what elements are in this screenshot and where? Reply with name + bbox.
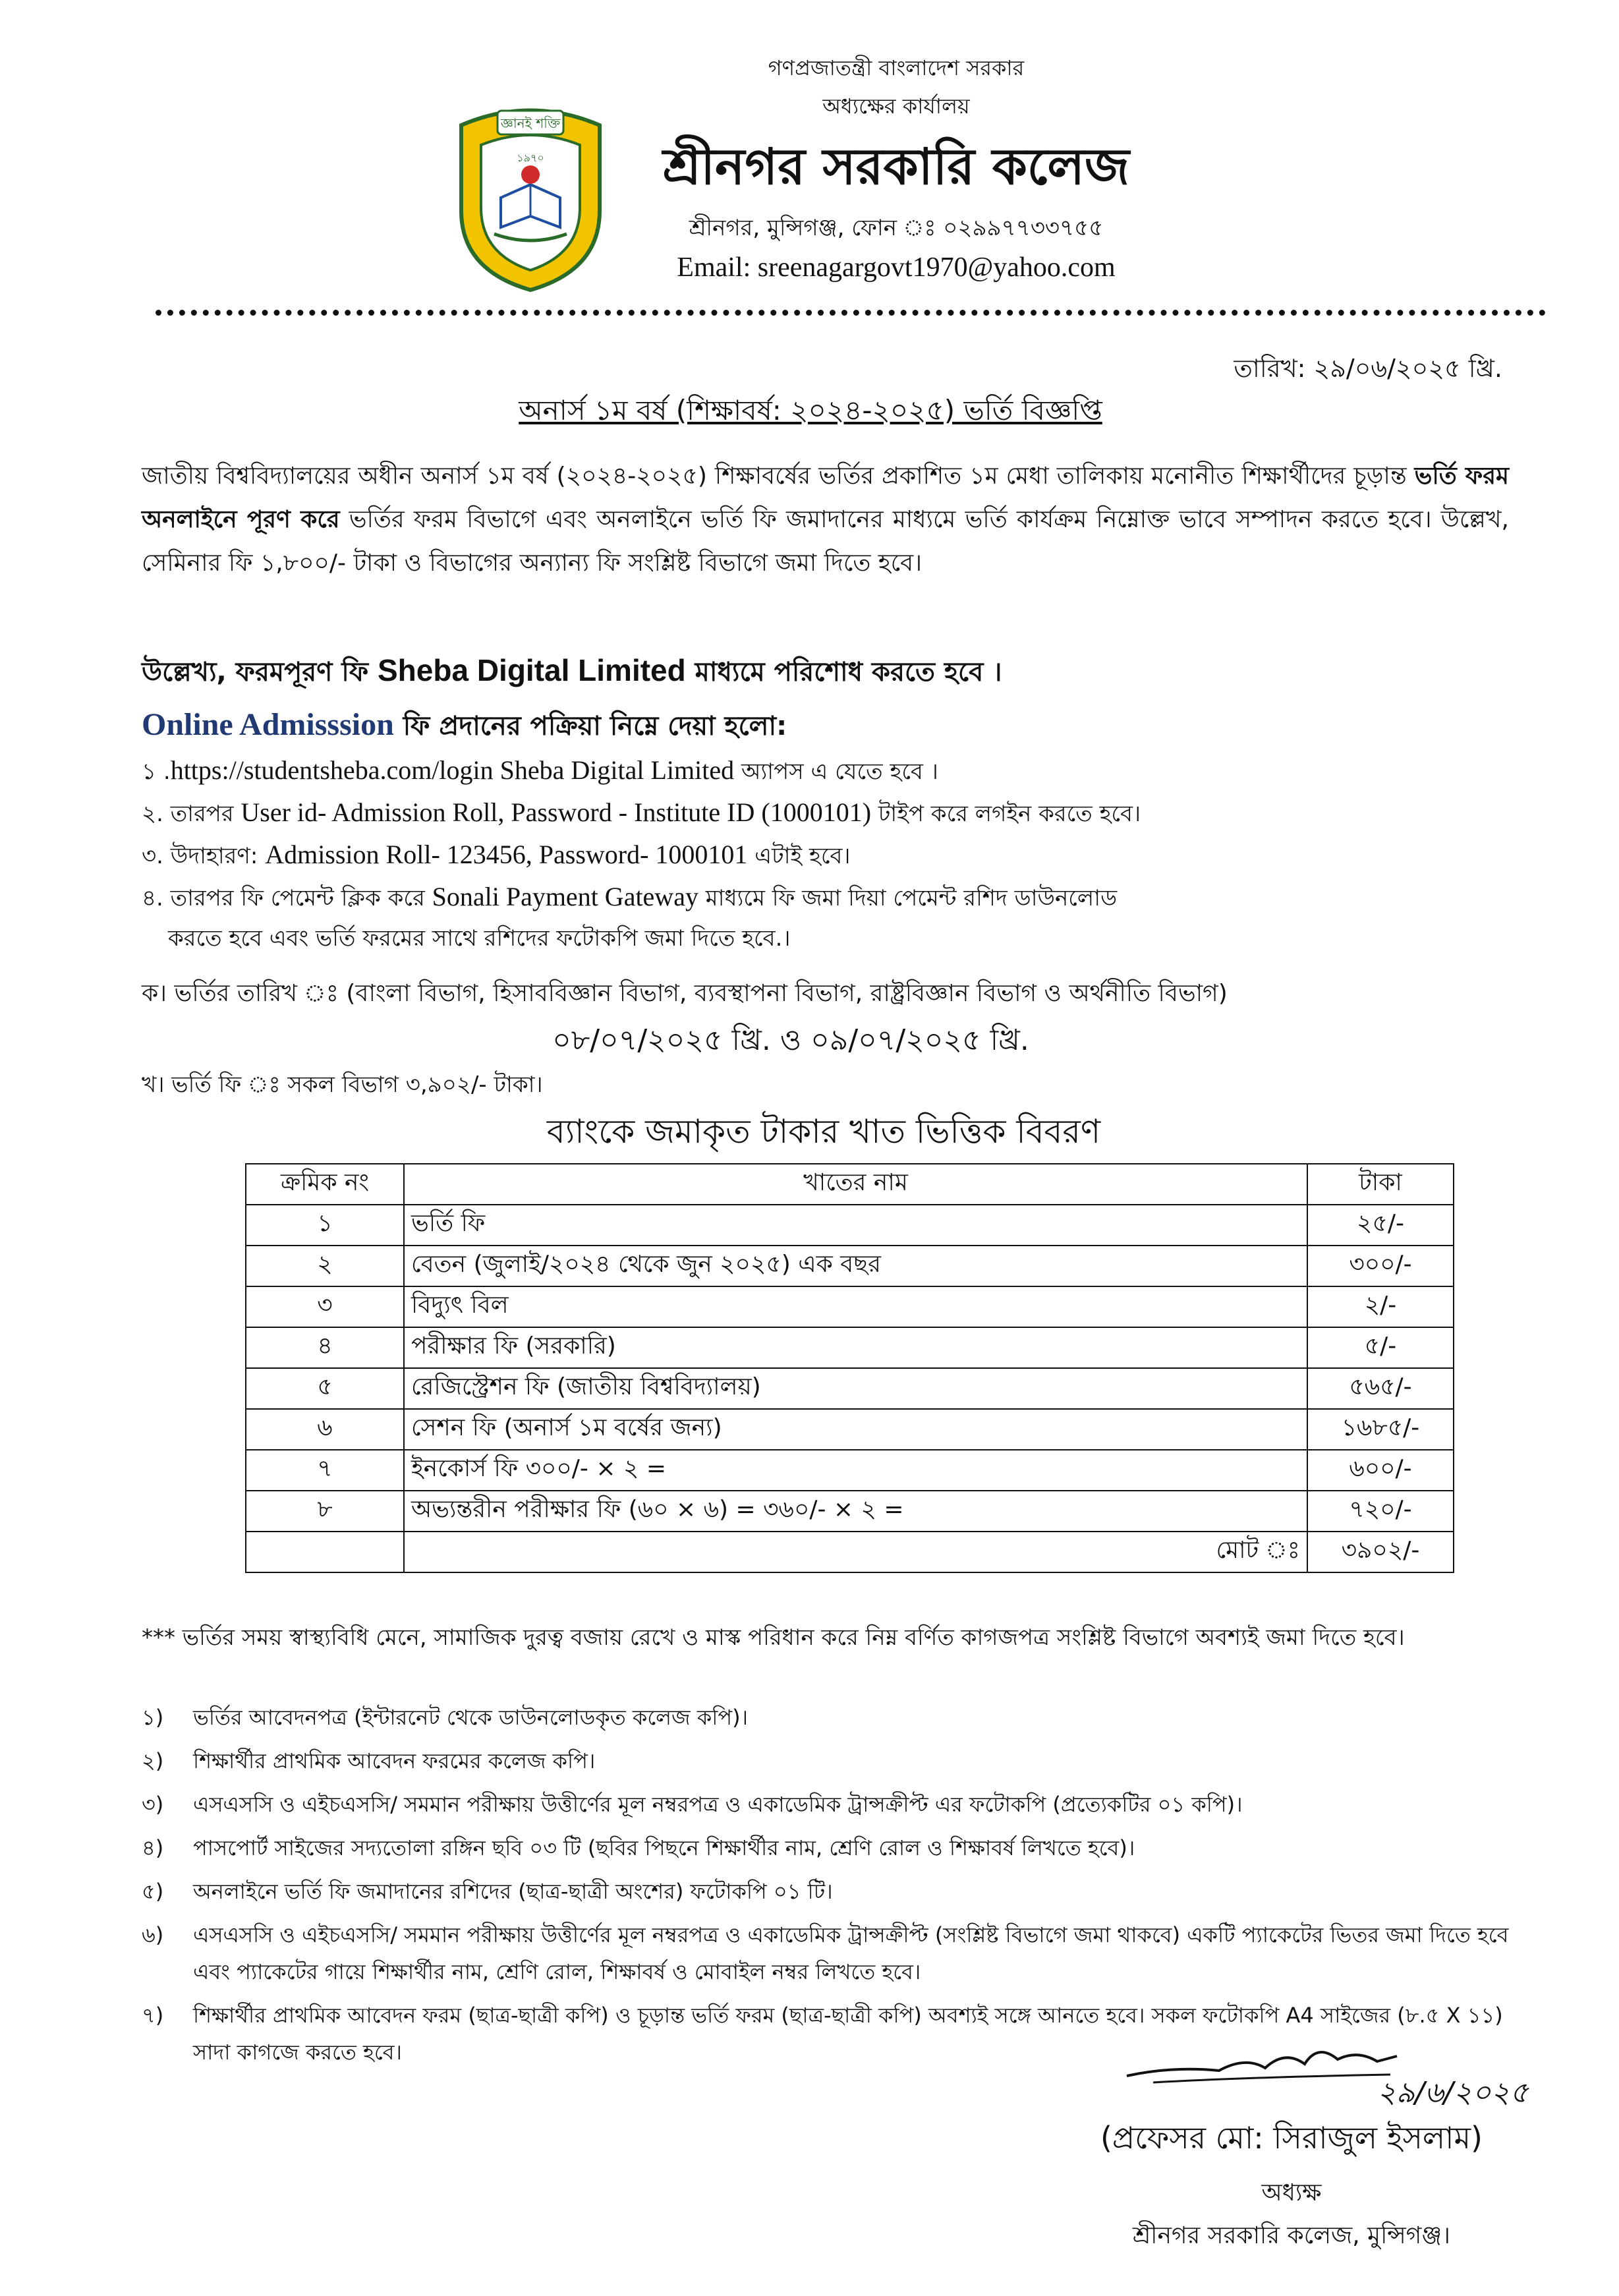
fee-table-total-row [246, 1532, 1454, 1572]
signature-date: ২৯/৬/২০২৫ [1377, 2076, 1529, 2109]
list-item: ১) ভর্তির আবেদনপত্র (ইন্টারনেট থেকে ডাউনলোডকৃত কলেজ কপি)। [142, 1705, 749, 1730]
list-item: ৩) এসএসসি ও এইচএসসি/ সমমান পরীক্ষায় উত্তীর্ণের মূল নম্বরপত্র ও একাডেমিক ট্রান্সক্রীপ্ট এর ফটোকপি (প্রত্যেকটির ০১ কপি)। [142, 1792, 1243, 1817]
government-title: গণপ্রজাতন্ত্রী বাংলাদেশ সরকার [768, 55, 1025, 80]
total-amount: ৩৯০২/- [1307, 1532, 1454, 1572]
admission-fee-line: খ। ভর্তি ফি ঃ সকল বিভাগ ৩,৯০২/- টাকা। [142, 1072, 543, 1098]
college-logo [435, 99, 626, 297]
logo-year: ১৯৭০ [517, 152, 544, 164]
step-item: ৩. উদাহারণ: Admission Roll- 123456, Password- 1000101 এটাই হবে। [142, 840, 851, 869]
fee-table-title: ব্যাংকে জমাকৃত টাকার খাত ভিত্তিক বিবরণ [546, 1112, 1101, 1151]
college-address: শ্রীনগর, মুন্সিগঞ্জ, ফোন ঃ ০২৯৯৭৭৩৩৭৫৫ [689, 215, 1104, 241]
payment-note [142, 651, 1509, 695]
payment-note-suffix: মাধ্যমে পরিশোধ করতে হবে । [685, 657, 1002, 687]
signatory-name: (প্রফেসর মো: সিরাজুল ইসলাম) [1100, 2120, 1483, 2156]
table-row: ৫ রেজিস্ট্রেশন ফি (জাতীয় বিশ্ববিদ্যালয়) ৫৬৫/- [246, 1368, 1454, 1409]
col-item: খাতের নাম [404, 1164, 1307, 1205]
intro-part-1: জাতীয় বিশ্ববিদ্যালয়ের অধীন অনার্স ১ম বর্ষ (২০২৪-২০২৫) শিক্ষাবর্ষের ভর্তির প্রকাশিত ১ম মেধা তালিকায় মনোনীত শিক্ষার্থীদের চূড়ান্ত [142, 463, 1415, 490]
step-url[interactable]: https://studentsheba.com/login Sheba Digital Limited [170, 755, 735, 785]
handwritten-signature [1114, 2030, 1562, 2109]
step-item: ২. তারপর User id- Admission Roll, Password - Institute ID (1000101) টাইপ করে লগইন করতে হবে। [142, 797, 1141, 827]
office-title: অধ্যক্ষের কার্যালয় [822, 94, 970, 119]
header-divider [156, 310, 1546, 316]
list-item: ২) শিক্ষার্থীর প্রাথমিক আবেদন ফরমের কলেজ কপি। [142, 1748, 596, 1773]
college-name: শ্রীনগর সরকারি কলেজ [662, 137, 1130, 196]
online-steps [142, 750, 1525, 959]
table-row: ৭ ইনকোর্স ফি ৩০০/- × ২ = ৬০০/- [246, 1450, 1454, 1491]
list-item: ৪) পাসপোর্ট সাইজের সদ্যতোলা রঙ্গিন ছবি ০৩ টি (ছবির পিছনে শিক্ষার্থীর নাম, শ্রেণি রোল ও শিক্ষাবর্ষ লিখতে হবে)। [142, 1835, 1135, 1860]
table-row: ৬ সেশন ফি (অনার্স ১ম বর্ষের জন্য) ১৬৮৫/- [246, 1409, 1454, 1450]
step-item-continued: করতে হবে এবং ভর্তি ফরমের সাথে রশিদের ফটোকপি জমা দিতে হবে.। [168, 925, 791, 952]
col-serial: ক্রমিক নং [246, 1164, 404, 1205]
step-item: ১ .https://studentsheba.com/login Sheba Digital Limited অ্যাপস এ যেতে হবে । [142, 755, 938, 785]
notice-date: তারিখ: ২৯/০৬/২০২৫ খ্রি. [1234, 354, 1502, 383]
intro-paragraph [142, 455, 1509, 585]
admission-dates: ০৮/০৭/২০২৫ খ্রি. ও ০৯/০৭/২০২৫ খ্রি. [552, 1023, 1029, 1057]
online-admission-heading [142, 705, 1509, 749]
online-admission-bn: ফি প্রদানের পক্রিয়া নিম্নে দেয়া হলো: [393, 711, 787, 741]
payment-company: Sheba Digital Limited [378, 653, 686, 687]
fee-table-header [246, 1164, 1454, 1205]
payment-note-prefix: উল্লেখ্য, ফরমপূরণ ফি [142, 657, 378, 687]
college-email: Email: sreenagargovt1970@yahoo.com [677, 252, 1116, 283]
notice-title: অনার্স ১ম বর্ষ (শিক্ষাবর্ষ: ২০২৪-২০২৫) ভর্তি বিজ্ঞপ্তি [519, 394, 1102, 426]
fee-table [245, 1163, 1454, 1573]
intro-bold: ভর্তি ফরম অনলাইনে পূরণ করে [142, 463, 1509, 533]
total-label: মোট ঃ [404, 1532, 1307, 1572]
requirements-heading: *** ভর্তির সময় স্বাস্থ্যবিধি মেনে, সামাজিক দুরত্ব বজায় রেখে ও মাস্ক পরিধান করে নিম্ন বর্ণিত কাগজপত্র সংশ্লিষ্ট বিভাগে অবশ্যই জমা দিতে হবে। [142, 1624, 1405, 1651]
col-amount: টাকা [1307, 1164, 1454, 1205]
logo-top-text: জ্ঞানই শক্তি [500, 115, 561, 131]
requirements-list [142, 1699, 1525, 2077]
online-admission-en: Online Admisssion [142, 707, 394, 742]
table-row: ৪ পরীক্ষার ফি (সরকারি) ৫/- [246, 1327, 1454, 1368]
intro-part-2: ভর্তির ফরম বিভাগে এবং অনলাইনে ভর্তি ফি জমাদানের মাধ্যমে ভর্তি কার্যক্রম নিম্নোক্ত ভাবে সম্পাদন করতে হবে। উল্লেখ, সেমিনার ফি ১,৮০০/- টাকা ও বিভাগের অন্যান্য ফি সংশ্লিষ্ট বিভাগে জমা দিতে হবে। [142, 506, 1510, 577]
list-item: ৬) এসএসসি ও এইচএসসি/ সমমান পরীক্ষায় উত্তীর্ণের মূল নম্বরপত্র ও একাডেমিক ট্রান্সক্রীপ্ট (সংশ্লিষ্ট বিভাগে জমা থাকবে) একটি প্যাকেটের ভিতর জমা দিতে হবে এবং প্যাকেটের গায়ে শিক্ষার্থীর নাম, শ্রেণি রোল, শিক্ষাবর্ষ ও মোবাইল নম্বর লিখতে হবে। [142, 1922, 1509, 1984]
signatory-college: শ্রীনগর সরকারি কলেজ, মুন্সিগঞ্জ। [1133, 2222, 1450, 2249]
step-item: ৪. তারপর ফি পেমেন্ট ক্লিক করে Sonali Payment Gateway মাধ্যমে ফি জমা দিয়া পেমেন্ট রশিদ ডাউনলোড [142, 882, 1118, 911]
admission-date-label: ক। ভর্তির তারিখ ঃ (বাংলা বিভাগ, হিসাববিজ্ঞান বিভাগ, ব্যবস্থাপনা বিভাগ, রাষ্ট্রবিজ্ঞান বিভাগ ও অর্থনীতি বিভাগ) [142, 980, 1228, 1007]
list-item: ৭) শিক্ষার্থীর প্রাথমিক আবেদন ফরম (ছাত্র-ছাত্রী কপি) ও চূড়ান্ত ভর্তি ফরম (ছাত্র-ছাত্রী কপি) অবশ্যই সঙ্গে আনতে হবে। সকল ফটোকপি A4 সাইজের (৮.৫ X ১১) সাদা কাগজে করতে হবে। [142, 2003, 1503, 2065]
list-item: ৫) অনলাইনে ভর্তি ফি জমাদানের রশিদের (ছাত্র-ছাত্রী অংশের) ফটোকপি ০১ টি। [142, 1879, 833, 1904]
signatory-designation: অধ্যক্ষ [1261, 2179, 1322, 2206]
table-row: ২ বেতন (জুলাই/২০২৪ থেকে জুন ২০২৫) এক বছর ৩০০/- [246, 1246, 1454, 1286]
table-row: ৮ অভ্যন্তরীন পরীক্ষার ফি (৬০ × ৬) = ৩৬০/- × ২ = ৭২০/- [246, 1491, 1454, 1532]
table-row: ৩ বিদ্যুৎ বিল ২/- [246, 1286, 1454, 1327]
table-row: ১ ভর্তি ফি ২৫/- [246, 1205, 1454, 1246]
